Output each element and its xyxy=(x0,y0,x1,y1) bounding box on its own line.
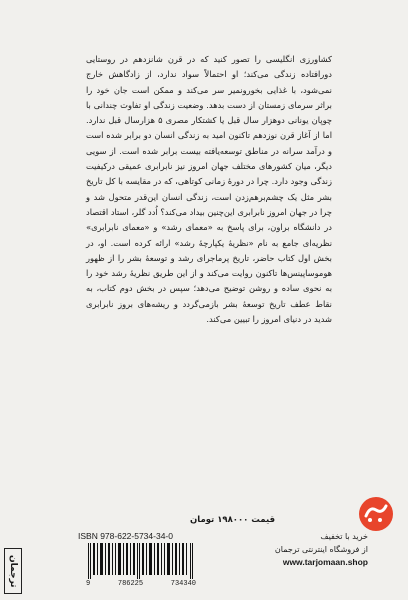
blurb-text xyxy=(86,52,332,327)
isbn-text: ISBN 978-622-5734-34-0 xyxy=(78,531,173,541)
barcode-digit-group: 786225 xyxy=(117,580,144,588)
publisher-mark xyxy=(4,548,22,594)
shop-promo xyxy=(275,530,368,569)
barcode-digit-group: 9 xyxy=(86,580,91,588)
blurb-paragraph: کشاورزی انگلیسی را تصور کنید که در قرن شانزدهم در روستایی دورافتاده زندگی می‌کند؛ او احتمالاً سواد ندارد، از زادگاهش خارج نمی‌شود، با غذایی بخورونمیر سر می‌کند و ممکن است جان خود را براثر سرمای زمستان از دست بدهد. وضعیت زندگی او تفاوت چندانی با چوپان یونانی دوهزار سال قبل یا کشتکار مصری ۵ هزارسال قبل ندارد. اما از آغاز قرن نوزدهم تاکنون امید به زندگی انسان دو برابر شده است و درآمد سرانه در مناطق توسعه‌یافته بیست برابر شده است. از سویی دیگر، میان کشورهای مختلف جهان امروز نیز نابرابری عمیقی درکیفیت زندگی وجود دارد. چرا در دورهٔ زمانی کوتاهی، که در مقایسه با کل تاریخ بشر مثل یک چشم‌برهم‌زدن است، زندگی انسان این‌قدر متحول شد و چرا در جهان امروز نابرابری این‌چنین بیداد می‌کند؟ اُدد گلر، استاد اقتصاد در دانشگاه براون، برای پاسخ به «معمای رشد» و «معمای نابرابری» نظریه‌ای جامع به نام «نظریهٔ یکپارچهٔ رشد» ارائه کرده است. او، در بخش اول کتاب حاضر، تاریخ پرماجرای رشد و توسعهٔ بشر را از ظهور هوموساپینس‌ها تاکنون روایت می‌کند و از این طریق نظریهٔ رشد خود را به نحوی ساده و روشن توضیح می‌دهد؛ سپس در بخش دوم کتاب، به نقاط عطف تاریخ توسعهٔ بشر بازمی‌گردد و ریشه‌های بروز نابرابری شدید در دنیای امروز را تبیین می‌کند. xyxy=(86,54,332,325)
price-label: قیمت ۱۹۸۰۰۰ تومان xyxy=(190,515,276,525)
publisher-mark-text: ترجمان xyxy=(8,554,18,588)
publisher-logo xyxy=(358,496,394,532)
promo-line-shop: از فروشگاه اینترنتی ترجمان xyxy=(274,545,368,554)
barcode-digits xyxy=(86,580,196,588)
barcode xyxy=(86,543,196,579)
shop-url[interactable]: www.tarjomaan.shop xyxy=(282,557,368,567)
promo-line-discount: خرید با تخفیف xyxy=(320,532,368,541)
barcode-digit-group: 734340 xyxy=(170,580,196,588)
